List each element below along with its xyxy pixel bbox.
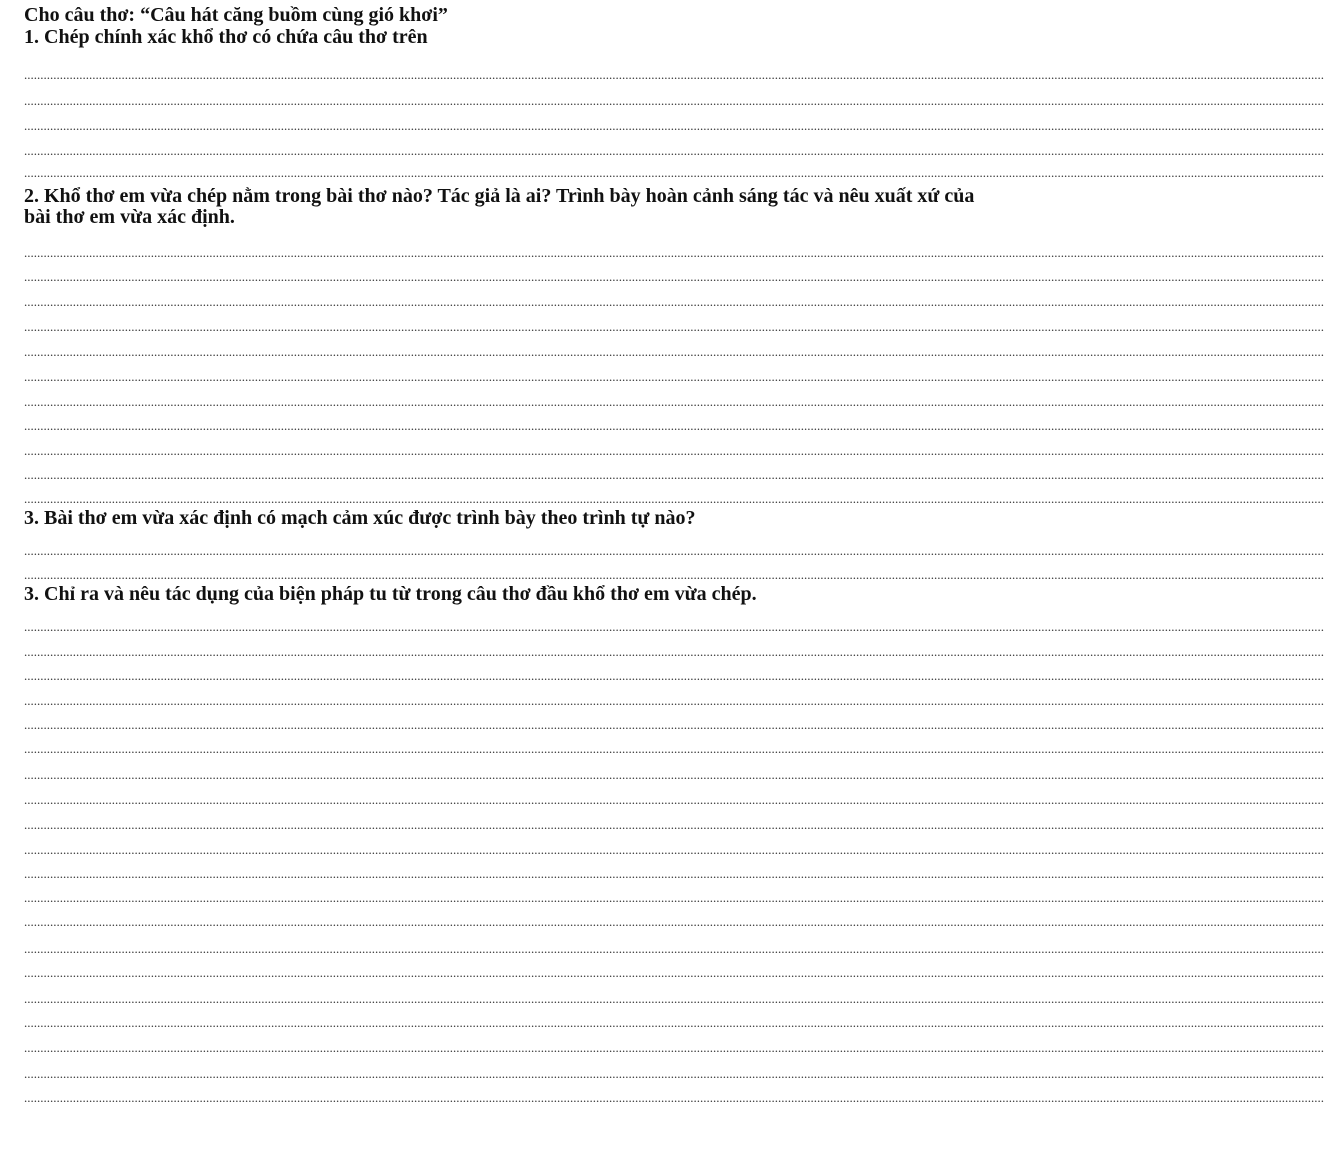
answer-line[interactable]: ................................................................................................................................................................................................................................................................................................................................................................................................................ [24,543,1324,558]
answer-line[interactable]: ................................................................................................................................................................................................................................................................................................................................................................................................................ [24,1090,1324,1105]
answer-line[interactable]: ................................................................................................................................................................................................................................................................................................................................................................................................................ [24,693,1324,708]
answer-line[interactable]: ................................................................................................................................................................................................................................................................................................................................................................................................................ [24,245,1324,260]
answer-line[interactable]: ................................................................................................................................................................................................................................................................................................................................................................................................................ [24,394,1324,409]
answer-line[interactable]: ................................................................................................................................................................................................................................................................................................................................................................................................................ [24,344,1324,359]
answer-line[interactable]: ................................................................................................................................................................................................................................................................................................................................................................................................................ [24,67,1324,82]
answer-line[interactable]: ................................................................................................................................................................................................................................................................................................................................................................................................................ [24,369,1324,384]
answer-line[interactable]: ................................................................................................................................................................................................................................................................................................................................................................................................................ [24,914,1324,929]
answer-line[interactable]: ................................................................................................................................................................................................................................................................................................................................................................................................................ [24,467,1324,482]
answer-line[interactable]: ................................................................................................................................................................................................................................................................................................................................................................................................................ [24,792,1324,807]
answer-line[interactable]: ................................................................................................................................................................................................................................................................................................................................................................................................................ [24,1066,1324,1081]
answer-line[interactable]: ................................................................................................................................................................................................................................................................................................................................................................................................................ [24,567,1324,582]
answer-line[interactable]: ................................................................................................................................................................................................................................................................................................................................................................................................................ [24,767,1324,782]
answer-line[interactable]: ................................................................................................................................................................................................................................................................................................................................................................................................................ [24,294,1324,309]
poem-prompt: Cho câu thơ: “Câu hát căng buồm cùng gió khơi” [24,4,448,26]
answer-line[interactable]: ................................................................................................................................................................................................................................................................................................................................................................................................................ [24,93,1324,108]
question-3: 3. Bài thơ em vừa xác định có mạch cảm xúc được trình bày theo trình tự nào? [24,507,696,529]
answer-line[interactable]: ................................................................................................................................................................................................................................................................................................................................................................................................................ [24,118,1324,133]
answer-line[interactable]: ................................................................................................................................................................................................................................................................................................................................................................................................................ [24,668,1324,683]
answer-line[interactable]: ................................................................................................................................................................................................................................................................................................................................................................................................................ [24,1015,1324,1030]
answer-line[interactable]: ................................................................................................................................................................................................................................................................................................................................................................................................................ [24,965,1324,980]
answer-line[interactable]: ................................................................................................................................................................................................................................................................................................................................................................................................................ [24,866,1324,881]
answer-line[interactable]: ................................................................................................................................................................................................................................................................................................................................................................................................................ [24,443,1324,458]
answer-line[interactable]: ................................................................................................................................................................................................................................................................................................................................................................................................................ [24,842,1324,857]
question-1: 1. Chép chính xác khổ thơ có chứa câu thơ trên [24,26,428,48]
worksheet-page [24,0,1324,1166]
answer-line[interactable]: ................................................................................................................................................................................................................................................................................................................................................................................................................ [24,319,1324,334]
question-4: 3. Chỉ ra và nêu tác dụng của biện pháp tu từ trong câu thơ đầu khổ thơ em vừa chép. [24,583,757,605]
answer-line[interactable]: ................................................................................................................................................................................................................................................................................................................................................................................................................ [24,817,1324,832]
answer-line[interactable]: ................................................................................................................................................................................................................................................................................................................................................................................................................ [24,143,1324,158]
answer-line[interactable]: ................................................................................................................................................................................................................................................................................................................................................................................................................ [24,890,1324,905]
answer-line[interactable]: ................................................................................................................................................................................................................................................................................................................................................................................................................ [24,491,1324,506]
answer-line[interactable]: ................................................................................................................................................................................................................................................................................................................................................................................................................ [24,941,1324,956]
answer-line[interactable]: ................................................................................................................................................................................................................................................................................................................................................................................................................ [24,165,1324,180]
answer-line[interactable]: ................................................................................................................................................................................................................................................................................................................................................................................................................ [24,991,1324,1006]
question-2: 2. Khổ thơ em vừa chép nằm trong bài thơ nào? Tác giả là ai? Trình bày hoàn cảnh sáng tác và nêu xuất xứ của bài thơ em vừa xác định. [24,185,975,228]
answer-line[interactable]: ................................................................................................................................................................................................................................................................................................................................................................................................................ [24,1040,1324,1055]
answer-line[interactable]: ................................................................................................................................................................................................................................................................................................................................................................................................................ [24,644,1324,659]
answer-line[interactable]: ................................................................................................................................................................................................................................................................................................................................................................................................................ [24,717,1324,732]
answer-line[interactable]: ................................................................................................................................................................................................................................................................................................................................................................................................................ [24,418,1324,433]
answer-line[interactable]: ................................................................................................................................................................................................................................................................................................................................................................................................................ [24,269,1324,284]
answer-line[interactable]: ................................................................................................................................................................................................................................................................................................................................................................................................................ [24,619,1324,634]
answer-line[interactable]: ................................................................................................................................................................................................................................................................................................................................................................................................................ [24,741,1324,756]
